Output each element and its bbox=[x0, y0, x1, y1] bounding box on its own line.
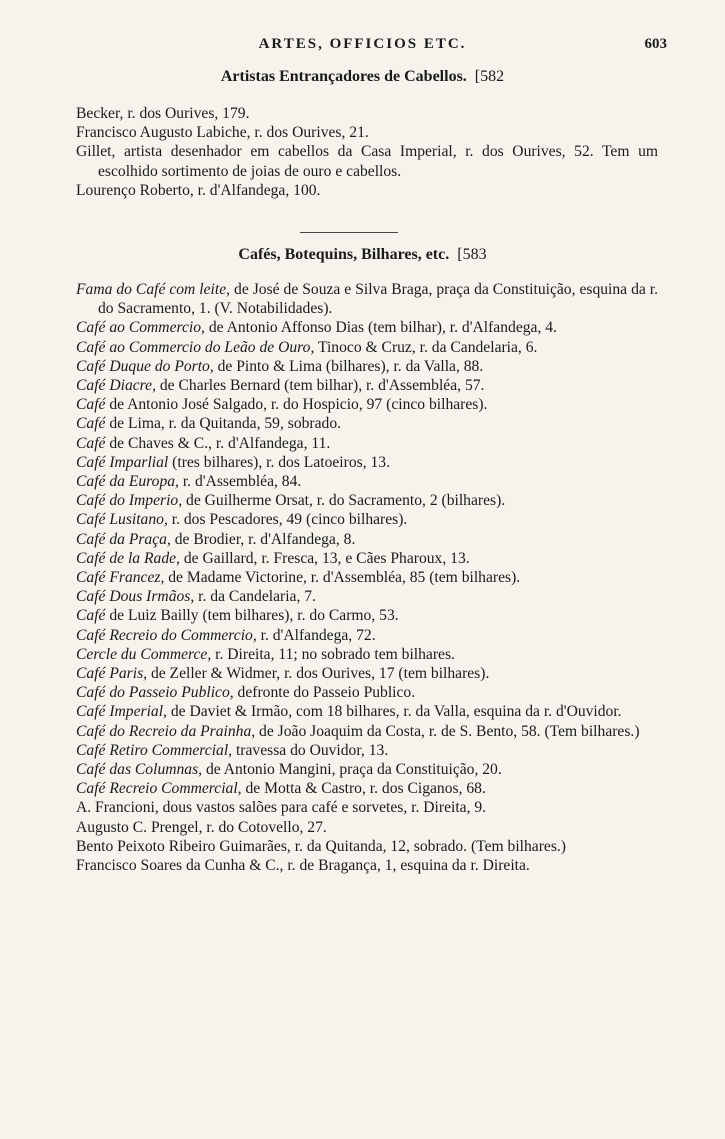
entry-details: (tres bilhares), r. dos Latoeiros, 13. bbox=[168, 453, 390, 471]
directory-entry bbox=[76, 414, 658, 433]
directory-entry bbox=[76, 376, 658, 395]
directory-entry bbox=[76, 568, 658, 587]
establishment-name: Café Lusitano, bbox=[76, 511, 168, 529]
establishment-name: Café do Passeio Publico, bbox=[76, 684, 234, 702]
section-divider bbox=[300, 232, 398, 233]
entry-details: defronte do Passeio Publico. bbox=[233, 684, 416, 702]
directory-entry bbox=[76, 664, 658, 683]
entry-details: Gillet, artista desenhador em cabellos da Casa Imperial, r. dos Ourives, 52. Tem um escolhido sortimento de joias de ouro e cabellos. bbox=[76, 143, 658, 180]
establishment-name: Café Imperial, bbox=[76, 703, 167, 721]
establishment-name: Café Recreio Commercial, bbox=[76, 780, 242, 798]
directory-entry bbox=[76, 123, 658, 142]
establishment-name: Café da Praça, bbox=[76, 530, 171, 548]
establishment-name: Café da Europa, bbox=[76, 473, 179, 491]
running-head: ARTES, OFFICIOS ETC. bbox=[258, 36, 467, 52]
section-number: [583 bbox=[457, 246, 487, 263]
establishment-name: Café das Columnas, bbox=[76, 761, 203, 779]
entry-details: de Brodier, r. d'Alfandega, 8. bbox=[170, 530, 356, 548]
entry-details: r. Direita, 11; no sobrado tem bilhares. bbox=[211, 645, 455, 663]
section-title-artistas bbox=[0, 68, 725, 86]
establishment-name: Café do Imperio, bbox=[76, 492, 183, 510]
entry-details: Tinoco & Cruz, r. da Candelaria, 6. bbox=[314, 338, 538, 356]
section-title-cafes bbox=[0, 246, 725, 264]
directory-entry bbox=[76, 530, 658, 549]
entry-details: de Madame Victorine, r. d'Assembléa, 85 (tem bilhares). bbox=[164, 569, 521, 587]
establishment-name: Café Duque do Porto, bbox=[76, 357, 214, 375]
entry-details: de Charles Bernard (tem bilhar), r. d'Assembléa, 57. bbox=[155, 377, 485, 395]
establishment-name: Cercle du Commerce, bbox=[76, 645, 212, 663]
entry-details: de Antonio Mangini, praça da Constituição, 20. bbox=[202, 761, 502, 779]
directory-entry bbox=[76, 818, 658, 837]
directory-entry bbox=[76, 453, 658, 472]
directory-entry bbox=[76, 702, 658, 721]
establishment-name: Café Recreio do Commercio, bbox=[76, 626, 257, 644]
entry-details: r. d'Alfandega, 72. bbox=[256, 626, 376, 644]
establishment-name: Fama do Café com leite, bbox=[76, 281, 231, 298]
entry-details: de Zeller & Widmer, r. dos Ourives, 17 (tem bilhares). bbox=[147, 665, 490, 683]
directory-entry bbox=[76, 491, 658, 510]
directory-entry bbox=[76, 510, 658, 529]
entry-details: r. dos Pescadores, 49 (cinco bilhares). bbox=[167, 511, 408, 529]
establishment-name: Café Diacre, bbox=[76, 377, 156, 395]
establishment-name: Café de la Rade, bbox=[76, 549, 180, 567]
directory-entry bbox=[76, 760, 658, 779]
entry-details: de João Joaquim da Costa, r. de S. Bento, 58. (Tem bilhares.) bbox=[255, 722, 640, 740]
directory-entry bbox=[76, 104, 658, 123]
directory-entry bbox=[76, 357, 658, 376]
entry-details: Francisco Augusto Labiche, r. dos Ourives, 21. bbox=[76, 124, 369, 142]
entry-details: de José de Souza e Silva Braga, praça da Constituição, esquina da r. do Sacramento, 1. (V. Notabilidades). bbox=[98, 281, 658, 318]
directory-entry bbox=[76, 434, 658, 453]
establishment-name: Café bbox=[76, 396, 106, 414]
entry-details: de Daviet & Irmão, com 18 bilhares, r. da Valla, esquina da r. d'Ouvidor. bbox=[166, 703, 622, 721]
directory-entry bbox=[76, 683, 658, 702]
directory-entry bbox=[76, 722, 658, 741]
page-number: 603 bbox=[644, 36, 667, 52]
entry-details: de Chaves & C., r. d'Alfandega, 11. bbox=[105, 434, 331, 452]
entry-details: Francisco Soares da Cunha & C., r. de Bragança, 1, esquina da r. Direita. bbox=[76, 857, 530, 875]
directory-entry bbox=[76, 741, 658, 760]
entries-artistas bbox=[76, 104, 658, 200]
entry-details: de Antonio José Salgado, r. do Hospicio, 97 (cinco bilhares). bbox=[105, 396, 488, 414]
directory-entry bbox=[76, 856, 658, 875]
entry-details: de Antonio Affonso Dias (tem bilhar), r. d'Alfandega, 4. bbox=[204, 319, 557, 337]
directory-entry bbox=[76, 798, 658, 817]
establishment-name: Café bbox=[76, 434, 106, 452]
directory-entry bbox=[76, 645, 658, 664]
directory-entry bbox=[76, 142, 658, 180]
entry-details: de Pinto & Lima (bilhares), r. da Valla, 88. bbox=[213, 357, 484, 375]
entry-details: de Guilherme Orsat, r. do Sacramento, 2 (bilhares). bbox=[182, 492, 506, 510]
directory-entry bbox=[76, 626, 658, 645]
directory-entry bbox=[76, 318, 658, 337]
entry-details: Becker, r. dos Ourives, 179. bbox=[76, 105, 250, 122]
entry-details: Bento Peixoto Ribeiro Guimarães, r. da Quitanda, 12, sobrado. (Tem bilhares.) bbox=[76, 837, 566, 855]
entry-details: Augusto C. Prengel, r. do Cotovello, 27. bbox=[76, 818, 327, 836]
establishment-name: Café ao Commercio do Leão de Ouro, bbox=[76, 338, 315, 356]
establishment-name: Café bbox=[76, 415, 106, 433]
directory-entry bbox=[76, 181, 658, 200]
entry-details: de Motta & Castro, r. dos Ciganos, 68. bbox=[241, 780, 486, 798]
entry-details: travessa do Ouvidor, 13. bbox=[232, 741, 389, 759]
entries-cafes bbox=[76, 280, 658, 875]
entry-details: r. da Candelaria, 7. bbox=[194, 588, 316, 606]
establishment-name: Café bbox=[76, 607, 106, 625]
establishment-name: Café Imparlial bbox=[76, 453, 169, 471]
section-number: [582 bbox=[474, 68, 505, 85]
directory-entry bbox=[76, 587, 658, 606]
entry-details: de Luiz Bailly (tem bilhares), r. do Carmo, 53. bbox=[105, 607, 399, 625]
directory-entry bbox=[76, 549, 658, 568]
establishment-name: Café ao Commercio, bbox=[76, 319, 205, 337]
directory-entry bbox=[76, 472, 658, 491]
establishment-name: Café Dous Irmãos, bbox=[76, 588, 195, 606]
entry-details: Lourenço Roberto, r. d'Alfandega, 100. bbox=[76, 181, 321, 199]
directory-entry bbox=[76, 837, 658, 856]
directory-entry bbox=[76, 606, 658, 625]
section-title-text: Cafés, Botequins, Bilhares, etc. bbox=[238, 246, 450, 263]
section-title-text: Artistas Entrançadores de Cabellos. bbox=[220, 68, 467, 85]
entry-details: de Lima, r. da Quitanda, 59, sobrado. bbox=[105, 415, 342, 433]
entry-details: de Gaillard, r. Fresca, 13, e Cães Pharoux, 13. bbox=[179, 549, 470, 567]
establishment-name: Café Retiro Commercial, bbox=[76, 741, 233, 759]
entry-details: A. Francioni, dous vastos salões para café e sorvetes, r. Direita, 9. bbox=[76, 799, 487, 817]
directory-entry bbox=[76, 338, 658, 357]
establishment-name: Café do Recreio da Prainha, bbox=[76, 722, 256, 740]
establishment-name: Café Paris, bbox=[76, 665, 148, 683]
entry-details: r. d'Assembléa, 84. bbox=[178, 473, 302, 491]
directory-entry bbox=[76, 395, 658, 414]
directory-entry bbox=[76, 280, 658, 318]
directory-entry bbox=[76, 779, 658, 798]
establishment-name: Café Francez, bbox=[76, 569, 165, 587]
